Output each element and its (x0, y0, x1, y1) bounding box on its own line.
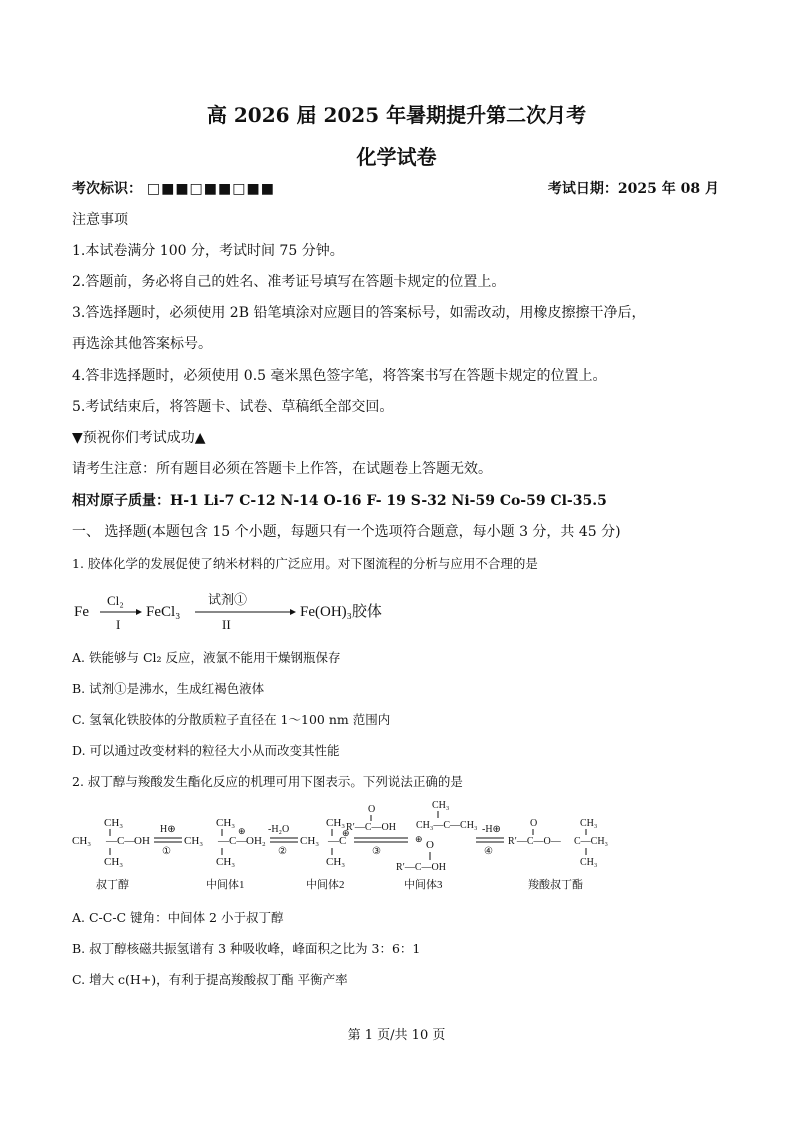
q2-option-b: B. 叔丁醇核磁共振氢谱有 3 种吸收峰，峰面积之比为 3：6：1 (72, 941, 421, 956)
h-plus-label: H⊕ (160, 824, 176, 835)
inter1-oh2: OH₂ (246, 835, 266, 847)
section-title: 一、 选择题(本题包含 15 个小题，每题只有一个选项符合题意，每小题 3 分，共 45 分) (72, 524, 621, 540)
q2-mechanism-scheme (70, 798, 630, 894)
name-tbu: 叔丁醇 (96, 879, 129, 891)
svg-text:⊕: ⊕ (415, 834, 423, 844)
flow-arrowhead-2 (290, 609, 296, 615)
notice-item-3: 3.答选择题时，必须使用 2B 铅笔填涂对应题目的答案标号，如需改动，用橡皮擦擦干净后， (72, 305, 646, 321)
flow-step-2: II (222, 617, 231, 632)
name-product: 羧酸叔丁酯 (528, 879, 583, 891)
exam-id-label: 考次标识： (72, 181, 142, 197)
svg-text:CH₃—C—CH₃: CH₃—C—CH₃ (416, 820, 478, 831)
attention-line: 请考生注意：所有题目必须在答题卡上作答，在试题卷上答题无效。 (72, 461, 492, 477)
notice-heading: 注意事项 (72, 212, 128, 228)
exam-subtitle: 化学试卷 (356, 145, 437, 169)
notice-item-4: 4.答非选择题时，必须使用 0.5 毫米黑色签字笔，将答案书写在答题卡规定的位置上。 (72, 368, 607, 384)
svg-text:C—CH₃: C—CH₃ (574, 836, 609, 847)
tbu-ch3-bottom: CH₃ (104, 856, 124, 868)
name-inter3: 中间体3 (404, 879, 443, 891)
exam-title: 高 2026 届 2025 年暑期提升第二次月考 (206, 103, 587, 127)
q1-option-d: D. 可以通过改变材料的粒径大小从而改变其性能 (72, 743, 340, 758)
wish-line: ▼预祝你们考试成功▲ (72, 430, 206, 446)
svg-text:CH₃: CH₃ (580, 857, 598, 868)
step-1-label: ① (162, 846, 171, 857)
q2-stem: 2. 叔丁醇与羧酸发生酯化反应的机理可用下图表示。下列说法正确的是 (72, 774, 463, 789)
svg-text:O: O (426, 839, 434, 851)
q1-stem: 1. 胶体化学的发展促使了纳米材料的广泛应用。对下图流程的分析与应用不合理的是 (72, 556, 538, 571)
inter3-bottom: R′—C—OH (396, 862, 446, 873)
step-3-label: ③ (372, 846, 381, 857)
svg-text:CH₃: CH₃ (432, 800, 450, 811)
flow-mid: FeCl₃ (146, 604, 181, 620)
exam-id-code: □■■□■■□■■ (146, 181, 275, 197)
minus-h2o-label: -H₂O (268, 824, 290, 835)
svg-text:⊕: ⊕ (342, 828, 350, 838)
name-inter2: 中间体2 (306, 879, 345, 891)
svg-text:CH₃: CH₃ (216, 856, 236, 868)
tbu-ch3-left: CH₃ (72, 835, 92, 847)
flow-start: Fe (74, 604, 89, 620)
q2-option-a: A. C-C-C 键角：中间体 2 小于叔丁醇 (72, 910, 284, 925)
svg-text:⊕: ⊕ (238, 826, 246, 836)
flow-end: Fe(OH)₃胶体 (300, 604, 382, 620)
page-footer: 第 1 页/共 10 页 (347, 1028, 446, 1043)
svg-text:—C—: —C— (218, 835, 248, 847)
notice-item-5: 5.考试结束后，将答题卡、试卷、草稿纸全部交回。 (72, 399, 394, 415)
svg-text:—C—: —C— (106, 835, 136, 847)
exam-date: 考试日期：2025 年 08 月 (547, 181, 719, 197)
svg-text:O: O (530, 818, 538, 829)
exam-id (72, 178, 275, 198)
svg-text:CH₃: CH₃ (184, 835, 204, 847)
notice-item-1: 1.本试卷满分 100 分，考试时间 75 分钟。 (72, 243, 344, 259)
q1-option-c: C. 氢氧化铁胶体的分散质粒子直径在 1～100 nm 范围内 (72, 712, 391, 727)
q2-option-c: C. 增大 c(H+)，有利于提高羧酸叔丁酯 平衡产率 (72, 972, 348, 987)
tbu-ch3-top: CH₃ (104, 817, 124, 829)
svg-text:CH₃: CH₃ (580, 818, 598, 829)
minus-h-label: -H⊕ (482, 824, 501, 835)
acid-o: O (368, 804, 376, 815)
step-2-label: ② (278, 846, 287, 857)
svg-text:—C: —C (328, 835, 347, 847)
q1-option-b: B. 试剂①是沸水，生成红褐色液体 (72, 681, 265, 696)
flow-reagent-1: Cl₂ (107, 593, 124, 608)
q1-flow-diagram (70, 588, 382, 636)
product-ester: R′—C—O— (508, 836, 561, 847)
flow-reagent-2: 试剂① (208, 592, 248, 607)
svg-text:CH₃: CH₃ (300, 835, 320, 847)
svg-text:CH₃: CH₃ (216, 817, 236, 829)
svg-text:CH₃: CH₃ (326, 856, 346, 868)
flow-step-1: I (116, 617, 121, 632)
flow-arrowhead-1 (136, 609, 142, 615)
name-inter1: 中间体1 (206, 879, 245, 891)
tbu-oh: OH (134, 835, 150, 847)
atomic-masses: 相对原子质量：H-1 Li-7 C-12 N-14 O-16 F- 19 S-32 Ni-59 Co-59 Cl-35.5 (72, 493, 607, 509)
notice-item-2: 2.答题前，务必将自己的姓名、准考证号填写在答题卡规定的位置上。 (72, 274, 506, 290)
svg-text:CH₃: CH₃ (326, 817, 346, 829)
q1-option-a: A. 铁能够与 Cl₂ 反应，液氯不能用干燥钢瓶保存 (72, 650, 341, 665)
step-4-label: ④ (484, 846, 493, 857)
notice-item-3-cont: 再选涂其他答案标号。 (72, 336, 212, 352)
acid-formula: R′—C—OH (346, 822, 396, 833)
